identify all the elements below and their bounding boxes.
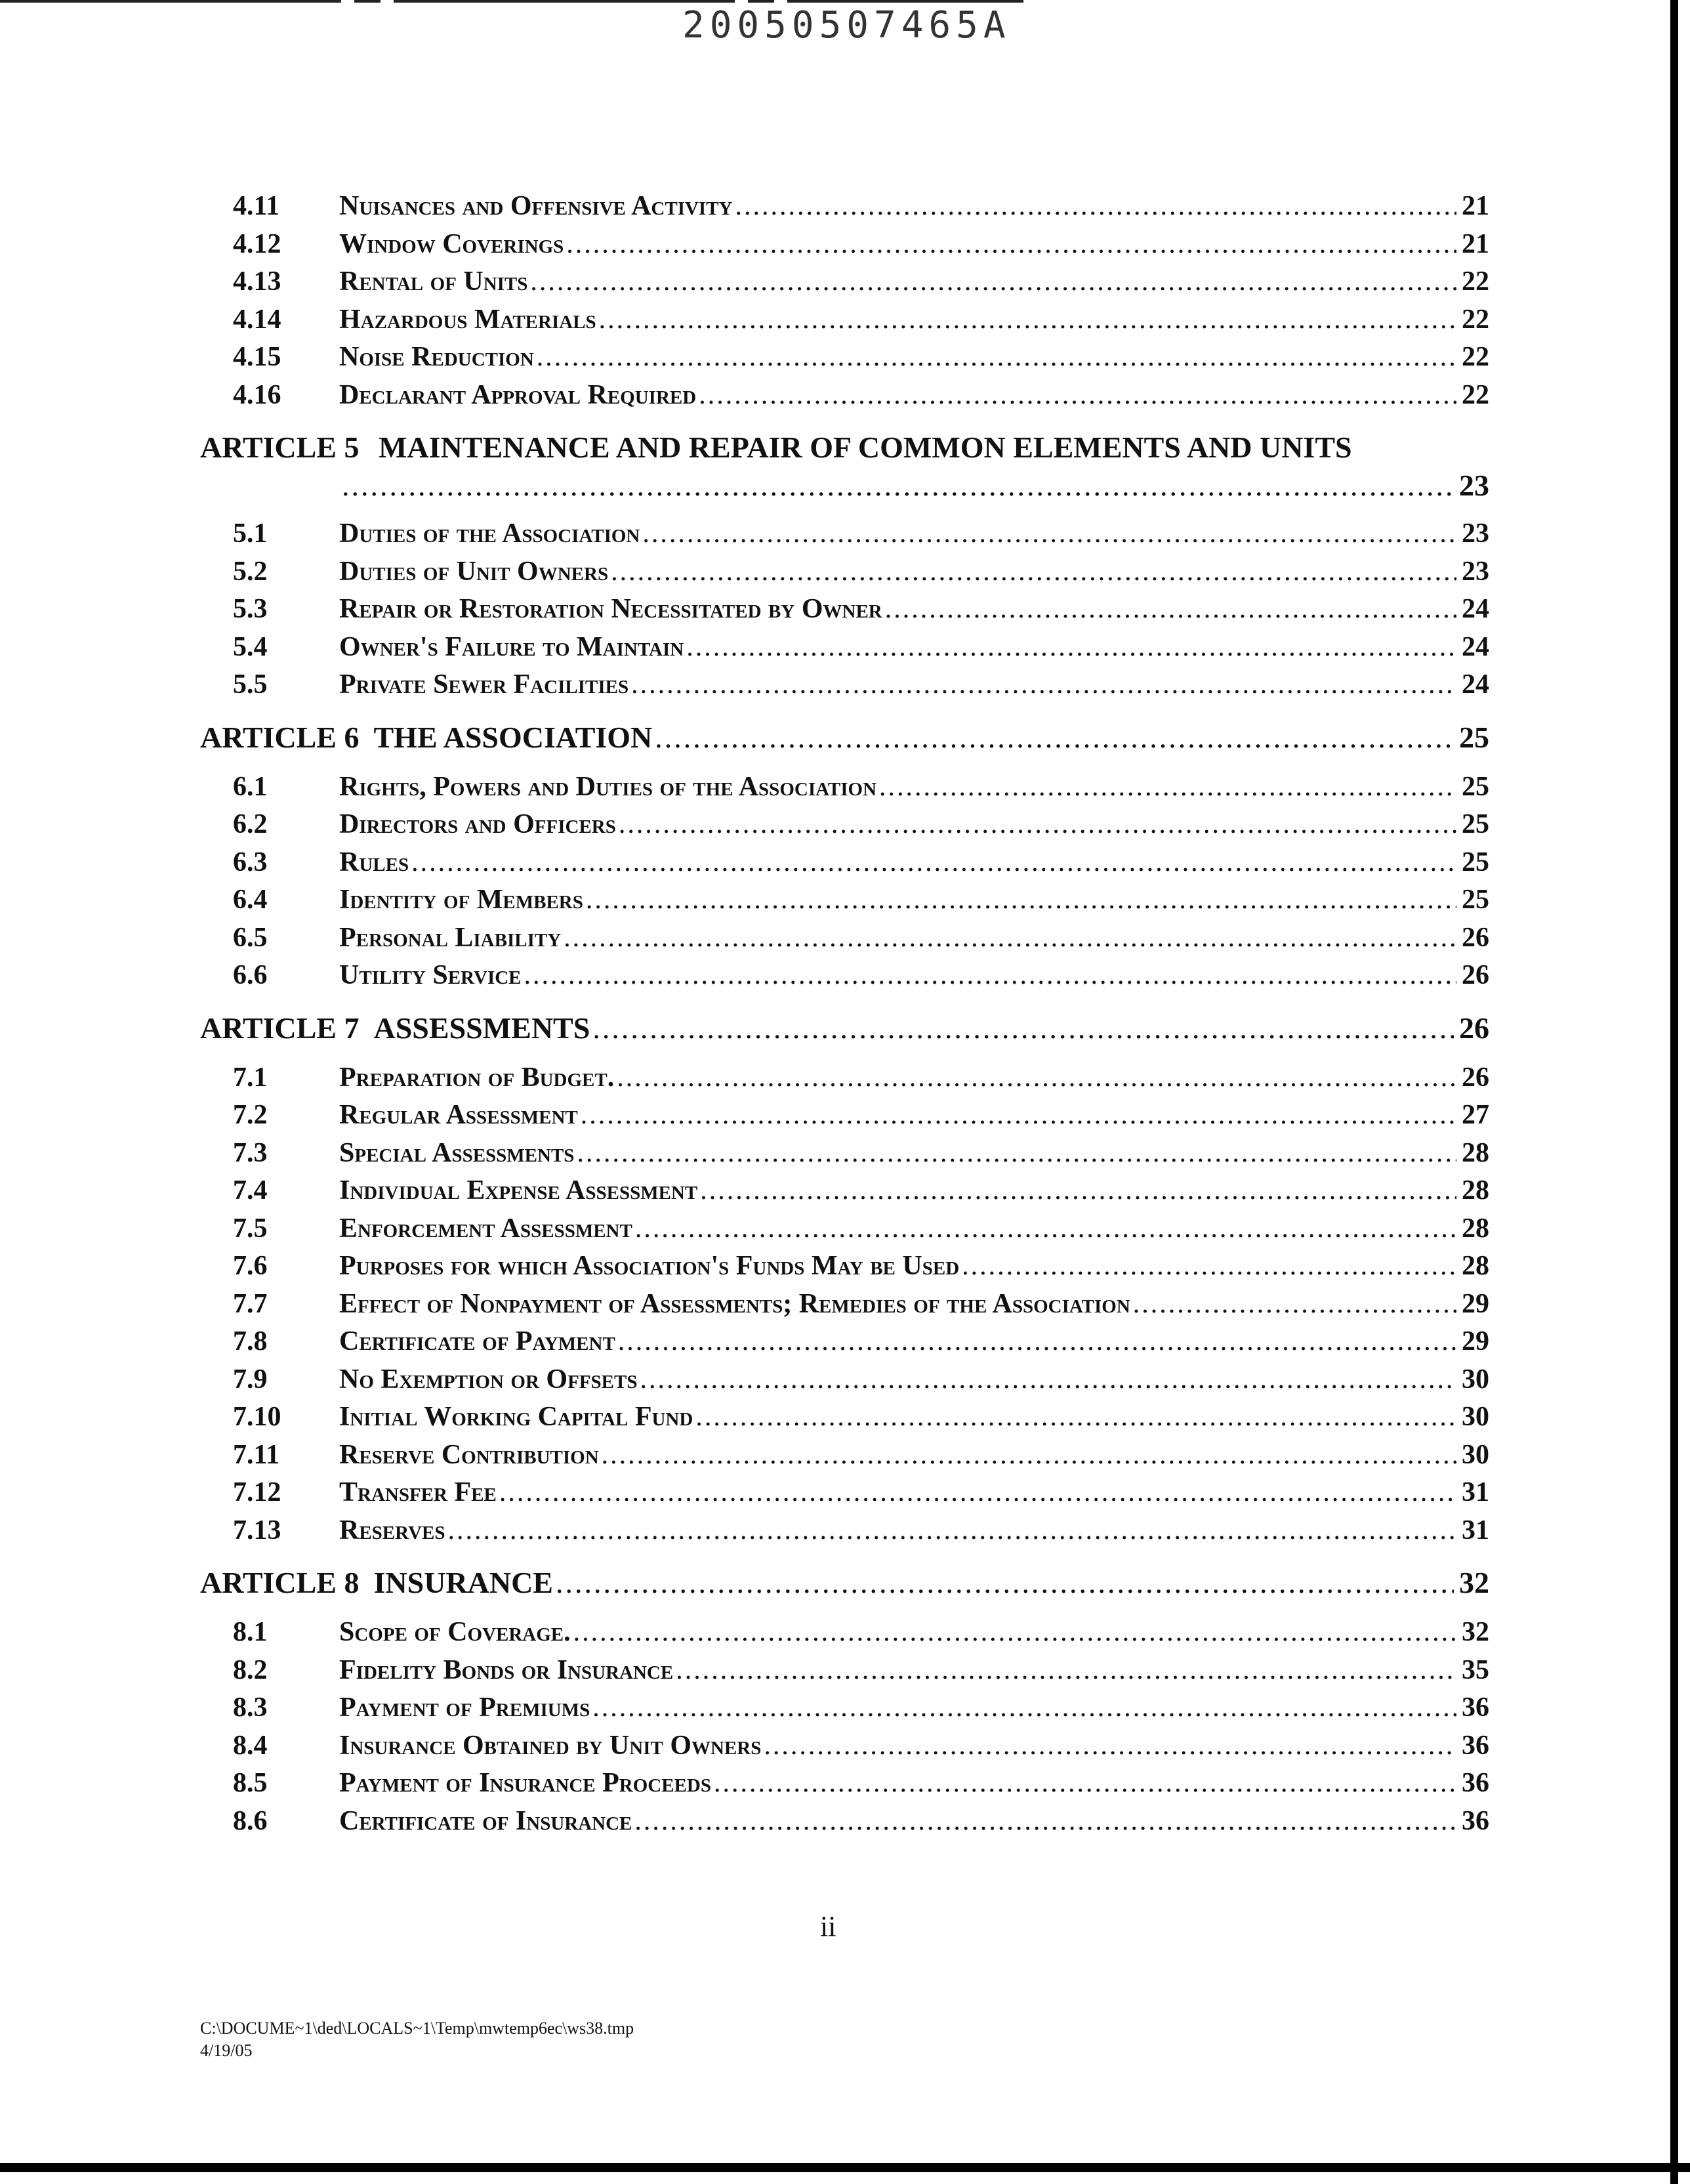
toc-entry: [200, 518, 1489, 556]
dot-leader: [530, 266, 1456, 297]
dot-leader: [676, 1654, 1456, 1686]
toc-entry: [200, 771, 1489, 809]
dot-leader: [885, 593, 1456, 625]
entry-title: Certificate of Insurance: [339, 1805, 632, 1836]
toc-entry: [200, 1326, 1489, 1364]
toc-entry: [200, 1250, 1489, 1288]
dot-leader: [764, 1730, 1456, 1761]
entry-page: 28: [1462, 1137, 1489, 1168]
entry-page: 31: [1462, 1477, 1489, 1507]
entry-page: 36: [1462, 1768, 1489, 1798]
toc-entry: [200, 266, 1489, 304]
entry-title: Private Sewer Facilities: [339, 669, 629, 700]
entry-page: 22: [1462, 379, 1489, 410]
entry-number: 5.5: [233, 669, 268, 700]
toc-group-5: [200, 518, 1489, 707]
dot-leader: [640, 1364, 1456, 1395]
dot-leader: [879, 771, 1456, 803]
entry-page: 30: [1462, 1439, 1489, 1470]
entry-title: Rights, Powers and Duties of the Association: [339, 771, 877, 802]
entry-page: 28: [1462, 1251, 1489, 1281]
entry-title: Declarant Approval Required: [339, 379, 697, 410]
entry-title: Regular Assessment: [339, 1100, 578, 1130]
entry-page: 32: [1462, 1617, 1489, 1647]
entry-number: 4.14: [233, 304, 281, 335]
toc-entry: [200, 304, 1489, 342]
entry-page: 21: [1462, 228, 1489, 259]
toc-entry: [200, 1515, 1489, 1553]
dot-leader: [617, 1062, 1456, 1093]
dot-leader: [631, 669, 1456, 700]
entry-number: 8.2: [233, 1654, 268, 1685]
entry-number: 7.5: [233, 1213, 268, 1244]
entry-title: Purposes for which Association's Funds May be Used: [339, 1251, 960, 1281]
dot-leader: [699, 379, 1456, 411]
entry-title: Fidelity Bonds or Insurance: [339, 1654, 674, 1685]
entry-page: 22: [1462, 342, 1489, 372]
entry-number: 6.2: [233, 809, 268, 839]
entry-title: Window Coverings: [339, 228, 564, 259]
toc-entry: [200, 1616, 1489, 1654]
entry-page: 25: [1462, 809, 1489, 839]
entry-title: Duties of Unit Owners: [339, 556, 609, 587]
toc-entry: [200, 1062, 1489, 1100]
dot-leader: [524, 959, 1456, 991]
entry-number: 8.6: [233, 1805, 268, 1836]
entry-page: 29: [1462, 1326, 1489, 1356]
entry-number: 6.3: [233, 847, 268, 877]
entry-number: 7.2: [233, 1100, 268, 1130]
entry-page: 35: [1462, 1654, 1489, 1685]
toc-entry: [200, 1175, 1489, 1213]
entry-page: 24: [1462, 594, 1489, 624]
entry-title: Directors and Officers: [339, 809, 616, 839]
article-page: 25: [1459, 720, 1489, 754]
toc-entry: [200, 1730, 1489, 1768]
entry-title: Owner's Failure to Maintain: [339, 631, 684, 662]
entry-title: Enforcement Assessment: [339, 1213, 632, 1244]
article-number: ARTICLE 5: [200, 430, 360, 464]
dot-leader: [342, 468, 1454, 503]
dot-leader: [962, 1250, 1456, 1282]
article-number: ARTICLE 7: [200, 1011, 360, 1045]
article-page: 26: [1459, 1011, 1489, 1045]
page-number: ii: [820, 1910, 836, 1942]
entry-page: 36: [1462, 1805, 1489, 1836]
entry-number: 7.9: [233, 1364, 268, 1395]
entry-page: 24: [1462, 631, 1489, 662]
entry-title: Transfer Fee: [339, 1477, 497, 1507]
toc-entry: [200, 1477, 1489, 1515]
entry-number: 7.3: [233, 1137, 268, 1168]
dot-leader: [735, 190, 1457, 222]
entry-title: Repair or Restoration Necessitated by Owner: [339, 594, 882, 624]
entry-number: 7.8: [233, 1326, 268, 1356]
dot-leader: [611, 556, 1456, 587]
toc-entry: [200, 1364, 1489, 1402]
entry-page: 22: [1462, 304, 1489, 335]
entry-page: 26: [1462, 922, 1489, 953]
bottom-scan-border: [0, 2163, 1690, 2172]
dot-leader: [695, 1401, 1456, 1433]
toc-article-8: [200, 1565, 1489, 1605]
dot-leader: [700, 1175, 1456, 1206]
toc-article-5: [200, 430, 1489, 506]
toc-entry: [200, 1767, 1489, 1805]
article-title: INSURANCE: [373, 1566, 553, 1599]
entry-number: 4.11: [233, 191, 280, 221]
entry-page: 25: [1462, 885, 1489, 915]
dot-leader: [686, 631, 1456, 663]
toc-entry: [200, 379, 1489, 417]
dot-leader: [564, 922, 1456, 954]
toc-entry: [200, 1654, 1489, 1692]
dot-leader: [577, 1137, 1456, 1169]
entry-title: Noise Reduction: [339, 342, 534, 372]
entry-title: Identity of Members: [339, 885, 583, 915]
file-path: C:\DOCUME~1\ded\LOCALS~1\Temp\mwtemp6ec\ws38.tmp: [200, 2019, 634, 2038]
entry-number: 7.7: [233, 1288, 268, 1319]
article-title: ASSESSMENTS: [373, 1011, 590, 1045]
dot-leader: [447, 1515, 1456, 1546]
entry-title: Preparation of Budget.: [339, 1062, 615, 1093]
entry-number: 6.1: [233, 771, 268, 802]
entry-title: Personal Liability: [339, 922, 562, 953]
entry-title: Special Assessments: [339, 1137, 575, 1168]
dot-leader: [1133, 1288, 1456, 1320]
entry-number: 4.16: [233, 379, 281, 410]
toc-entry: [200, 1805, 1489, 1843]
entry-number: 4.15: [233, 342, 281, 372]
entry-page: 23: [1462, 518, 1489, 549]
dot-leader: [618, 1326, 1456, 1357]
dot-leader: [619, 808, 1456, 840]
toc-group-4: [200, 190, 1489, 417]
entry-page: 29: [1462, 1288, 1489, 1319]
entry-title: Insurance Obtained by Unit Owners: [339, 1730, 762, 1761]
toc-entry: [200, 228, 1489, 266]
entry-page: 28: [1462, 1175, 1489, 1206]
toc-entry: [200, 341, 1489, 379]
article-title: THE ASSOCIATION: [373, 720, 653, 754]
entry-page: 26: [1462, 960, 1489, 990]
dot-leader: [634, 1805, 1456, 1837]
entry-title: Rental of Units: [339, 266, 528, 297]
toc-entry: [200, 959, 1489, 998]
dot-leader: [602, 1439, 1456, 1471]
entry-number: 5.3: [233, 594, 268, 624]
entry-number: 7.10: [233, 1402, 281, 1432]
entry-page: 36: [1462, 1692, 1489, 1723]
entry-title: Duties of the Association: [339, 518, 640, 549]
entry-number: 5.1: [233, 518, 268, 549]
toc-article-6: [200, 720, 1489, 759]
entry-title: Payment of Insurance Proceeds: [339, 1768, 711, 1798]
entry-number: 5.2: [233, 556, 268, 587]
entry-number: 7.4: [233, 1175, 268, 1206]
file-date: 4/19/05: [200, 2041, 253, 2060]
entry-number: 7.11: [233, 1439, 280, 1470]
file-footer: [200, 2017, 634, 2062]
table-of-contents: [200, 190, 1489, 1843]
entry-page: 28: [1462, 1213, 1489, 1244]
article-page: 23: [1459, 469, 1489, 502]
entry-page: 24: [1462, 669, 1489, 700]
entry-title: Nuisances and Offensive Activity: [339, 191, 733, 221]
article-title: MAINTENANCE AND REPAIR OF COMMON ELEMENTS AND UNITS: [379, 430, 1352, 464]
toc-entry: [200, 556, 1489, 594]
entry-title: Rules: [339, 847, 409, 877]
entry-number: 6.4: [233, 885, 268, 915]
toc-entry: [200, 593, 1489, 631]
toc-entry: [200, 808, 1489, 847]
entry-page: 25: [1462, 847, 1489, 877]
toc-entry: [200, 1288, 1489, 1326]
dot-leader: [592, 1011, 1454, 1045]
entry-title: Reserves: [339, 1515, 445, 1545]
right-scan-border: [1670, 0, 1678, 2184]
dot-leader: [599, 304, 1456, 335]
entry-number: 4.12: [233, 228, 281, 259]
entry-number: 7.12: [233, 1477, 281, 1507]
dot-leader: [592, 1692, 1456, 1723]
dot-leader: [556, 1565, 1454, 1600]
dot-leader: [566, 228, 1456, 260]
entry-number: 6.6: [233, 960, 268, 990]
dot-leader: [499, 1477, 1456, 1508]
toc-entry: [200, 190, 1489, 228]
dot-leader: [537, 341, 1456, 373]
toc-group-8: [200, 1616, 1489, 1843]
entry-title: Utility Service: [339, 960, 522, 990]
toc-group-6: [200, 771, 1489, 998]
toc-entry: [200, 631, 1489, 669]
entry-title: Certificate of Payment: [339, 1326, 615, 1356]
entry-title: Reserve Contribution: [339, 1439, 599, 1470]
entry-number: 8.4: [233, 1730, 268, 1761]
entry-number: 5.4: [233, 631, 268, 662]
entry-page: 23: [1462, 556, 1489, 587]
dot-leader: [581, 1099, 1456, 1131]
entry-title: Payment of Premiums: [339, 1692, 590, 1723]
dot-leader: [635, 1213, 1456, 1244]
toc-entry: [200, 1137, 1489, 1175]
entry-number: 6.5: [233, 922, 268, 953]
toc-entry: [200, 669, 1489, 707]
toc-entry: [200, 1401, 1489, 1439]
dot-leader: [573, 1616, 1456, 1648]
toc-entry: [200, 1439, 1489, 1477]
article-page: 32: [1459, 1566, 1489, 1599]
entry-title: Effect of Nonpayment of Assessments; Remedies of the Association: [339, 1288, 1130, 1319]
toc-group-7: [200, 1062, 1489, 1553]
entry-page: 25: [1462, 771, 1489, 802]
entry-page: 36: [1462, 1730, 1489, 1761]
dot-leader: [586, 884, 1456, 915]
toc-article-7: [200, 1011, 1489, 1050]
entry-title: Scope of Coverage.: [339, 1617, 571, 1647]
toc-entry: [200, 1692, 1489, 1730]
entry-number: 7.6: [233, 1251, 268, 1281]
document-number: 20050507465A: [682, 4, 1011, 47]
entry-title: Initial Working Capital Fund: [339, 1402, 693, 1432]
entry-page: 31: [1462, 1515, 1489, 1545]
toc-entry: [200, 922, 1489, 960]
entry-page: 22: [1462, 266, 1489, 297]
toc-entry: [200, 847, 1489, 885]
entry-number: 8.1: [233, 1617, 268, 1647]
entry-title: Individual Expense Assessment: [339, 1175, 698, 1206]
entry-page: 26: [1462, 1062, 1489, 1093]
entry-page: 27: [1462, 1100, 1489, 1130]
entry-number: 8.3: [233, 1692, 268, 1723]
toc-entry: [200, 1213, 1489, 1251]
dot-leader: [411, 847, 1456, 878]
dot-leader: [655, 720, 1454, 755]
entry-page: 30: [1462, 1364, 1489, 1395]
entry-page: 30: [1462, 1402, 1489, 1432]
toc-entry: [200, 884, 1489, 922]
article-number: ARTICLE 8: [200, 1566, 360, 1599]
entry-title: Hazardous Materials: [339, 304, 596, 335]
dot-leader: [714, 1767, 1456, 1799]
entry-number: 8.5: [233, 1768, 268, 1798]
entry-number: 4.13: [233, 266, 281, 297]
dot-leader: [642, 518, 1456, 549]
entry-number: 7.13: [233, 1515, 281, 1545]
entry-page: 21: [1462, 191, 1489, 221]
entry-title: No Exemption or Offsets: [339, 1364, 638, 1395]
entry-number: 7.1: [233, 1062, 268, 1093]
toc-entry: [200, 1099, 1489, 1137]
top-scan-rule: [0, 0, 1023, 3]
article-number: ARTICLE 6: [200, 720, 360, 754]
